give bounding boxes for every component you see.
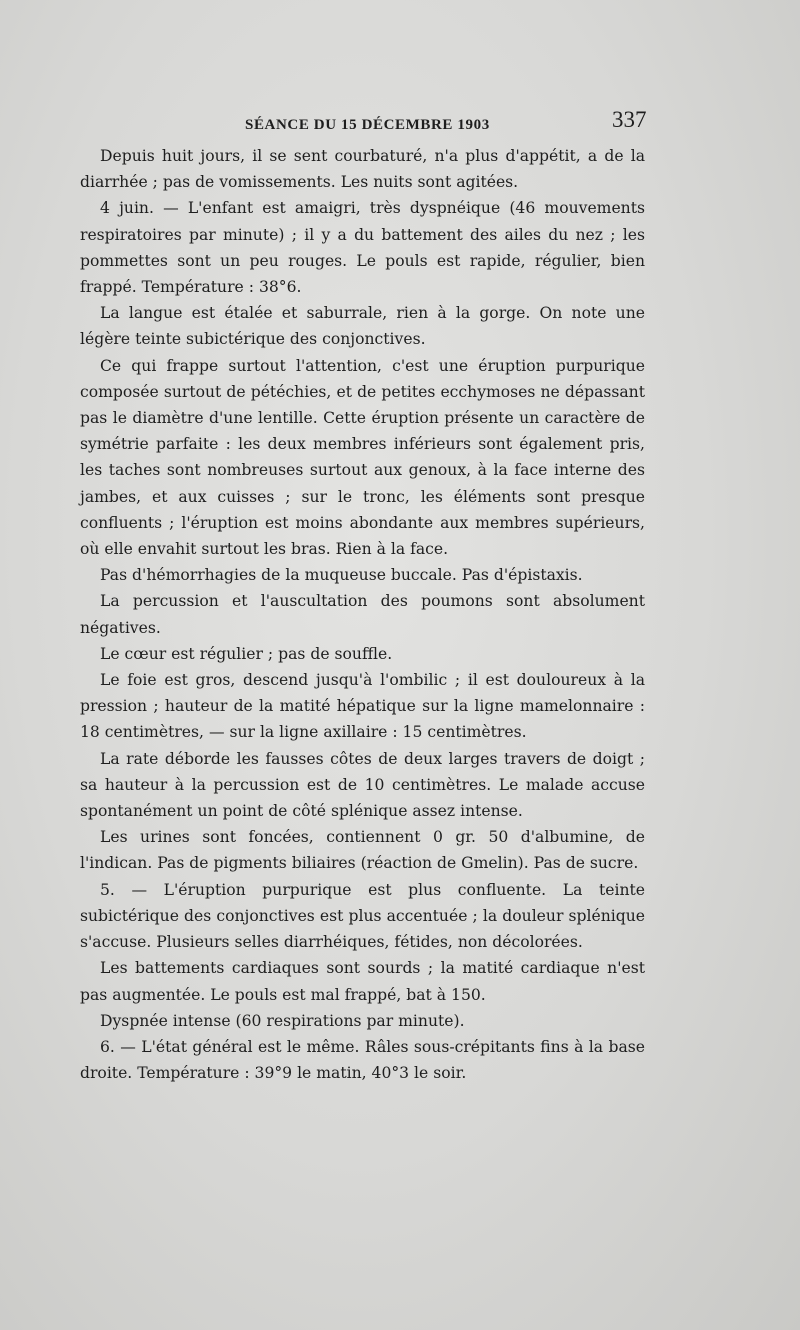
paragraph: La rate déborde les fausses côtes de deux larges travers de doigt ; sa hauteur à la percussion est de 10 centimètres. Le malade accuse spontanément un point de côté splénique assez intense. xyxy=(80,749,645,821)
page-number: 337 xyxy=(612,107,647,132)
body-text xyxy=(80,143,645,1086)
paragraph: 6. — L'état général est le même. Râles sous-crépitants fins à la base droite. Température : 39°9 le matin, 40°3 le soir. xyxy=(80,1037,645,1083)
paragraph: La percussion et l'auscultation des poumons sont absolument négatives. xyxy=(80,592,645,637)
paragraph: 5. — L'éruption purpurique est plus confluente. La teinte subictérique des conjonctives est plus accentuée ; la douleur splénique s'accuse. Plusieurs selles diarrhéiques, fétides, non décolorées. xyxy=(80,880,645,952)
paragraph: Les battements cardiaques sont sourds ; la matité cardiaque n'est pas augmentée. Le pouls est mal frappé, bat à 150. xyxy=(80,959,645,1004)
page-header xyxy=(0,107,800,137)
paragraph: Les urines sont foncées, contiennent 0 gr. 50 d'albumine, de l'indican. Pas de pigments biliaires (réaction de Gmelin). Pas de sucre. xyxy=(80,828,645,873)
paragraph: Ce qui frappe surtout l'attention, c'est une éruption purpurique composée surtout de pétéchies, et de petites ecchymoses ne dépassant pas le diamètre d'une lentille. Cette éruption présente un caractère de symétrie parfaite : les deux membres inférieurs sont également pris, les taches sont nombreuses surtout aux genoux, à la face interne des jambes, et aux cuisses ; sur le tronc, les éléments sont presque confluents ; l'éruption est moins abondante aux membres supérieurs, où elle envahit surtout les bras. Rien à la face. xyxy=(80,356,645,559)
paragraph: Le cœur est régulier ; pas de souffle. xyxy=(100,644,393,663)
running-title: SÉANCE DU 15 DÉCEMBRE 1903 xyxy=(245,117,490,133)
paragraph: Le foie est gros, descend jusqu'à l'ombilic ; il est douloureux à la pression ; hauteur de la matité hépatique sur la ligne mamelonnaire : 18 centimètres, — sur la ligne axillaire : 15 centimètres. xyxy=(80,671,645,742)
paragraph: Pas d'hémorrhagies de la muqueuse buccale. Pas d'épistaxis. xyxy=(100,566,583,585)
paragraph: Dyspnée intense (60 respirations par minute). xyxy=(100,1011,465,1030)
paragraph: La langue est étalée et saburrale, rien à la gorge. On note une légère teinte subictérique des conjonctives. xyxy=(80,304,645,349)
paragraph: 4 juin. — L'enfant est amaigri, très dyspnéique (46 mouvements respiratoires par minute) ; il y a du battement des ailes du nez ; les pommettes sont un peu rouges. Le pouls est rapide, régulier, bien frappé. Température : 38°6. xyxy=(80,199,645,297)
paragraph: Depuis huit jours, il se sent courbaturé, n'a plus d'appétit, a de la diarrhée ; pas de vomissements. Les nuits sont agitées. xyxy=(80,147,645,192)
